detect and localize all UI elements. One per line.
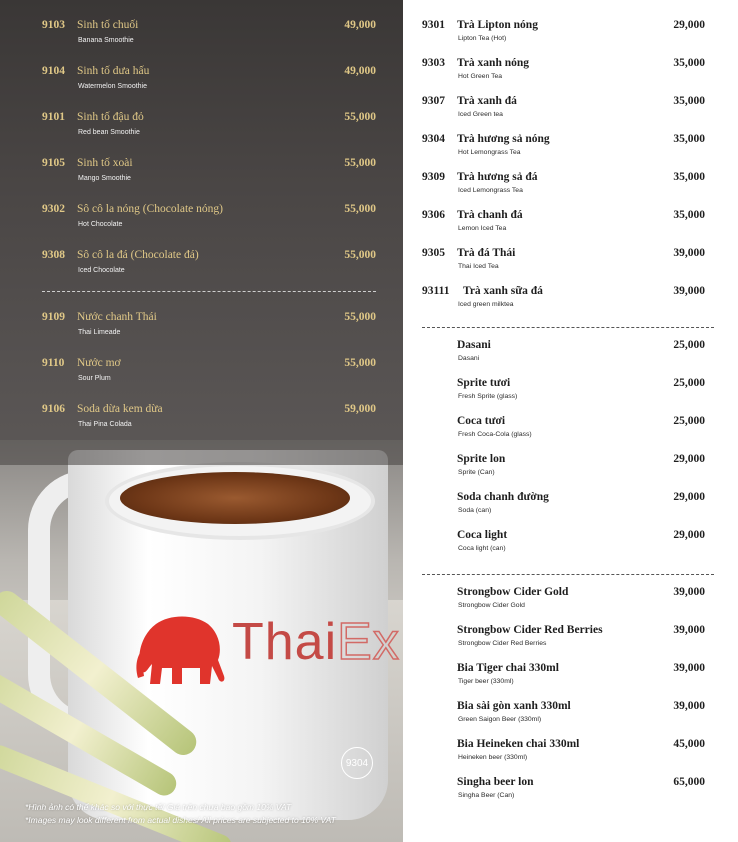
item-name: Singha beer lon	[457, 776, 534, 788]
item-price: 35,000	[673, 133, 705, 145]
item-name: Dasani	[457, 339, 491, 351]
item-name: Soda chanh đường	[457, 491, 549, 503]
item-name: Trà Lipton nóng	[457, 19, 538, 31]
item-name: Sinh tố đậu đỏ	[77, 111, 144, 123]
item-code: 9309	[422, 171, 445, 183]
item-name: Coca light	[457, 529, 508, 541]
item-price: 55,000	[344, 157, 376, 169]
item-name: Sprite tươi	[457, 377, 511, 389]
item-name: Sinh tố dưa hấu	[77, 65, 150, 77]
item-english: Watermelon Smoothie	[78, 83, 147, 90]
item-price: 55,000	[344, 111, 376, 123]
item-name: Bia Tiger chai 330ml	[457, 662, 559, 674]
disclaimer-en: *Images may look different from actual dishes/ All prices are subjected to 10% VAT	[25, 815, 336, 825]
item-english: Soda (can)	[458, 507, 492, 514]
item-price: 35,000	[673, 209, 705, 221]
photo-overlay	[0, 440, 403, 465]
item-english: Strongbow Cider Gold	[458, 602, 525, 609]
item-name: Sô cô la nóng (Chocolate nóng)	[77, 203, 223, 215]
item-price: 49,000	[344, 19, 376, 31]
item-name: Sprite lon	[457, 453, 506, 465]
item-price: 35,000	[673, 57, 705, 69]
item-price: 29,000	[673, 19, 705, 31]
section-divider	[42, 291, 376, 292]
item-english: Thai Iced Tea	[458, 263, 499, 270]
elephant-logo-icon	[132, 612, 232, 692]
item-name: Trà hương sả nóng	[457, 133, 550, 145]
item-name: Soda dừa kem dừa	[77, 403, 163, 415]
item-name: Trà xanh nóng	[457, 57, 530, 69]
mug-brand-text: ThaiEx	[232, 613, 400, 671]
item-price: 59,000	[344, 403, 376, 415]
item-name: Trà xanh đá	[457, 95, 517, 107]
item-name: Sô cô la đá (Chocolate đá)	[77, 249, 199, 261]
item-name: Nước chanh Thái	[77, 311, 157, 323]
item-price: 39,000	[673, 700, 705, 712]
item-price: 25,000	[673, 415, 705, 427]
item-price: 39,000	[673, 662, 705, 674]
item-code: 9103	[42, 19, 65, 31]
item-name: Trà đá Thái	[457, 247, 516, 259]
item-english: Hot Chocolate	[78, 221, 123, 228]
photo-item-badge: 9304	[341, 747, 373, 779]
item-english: Banana Smoothie	[78, 37, 134, 44]
item-english: Heineken beer (330ml)	[458, 754, 528, 761]
item-code: 9101	[42, 111, 65, 123]
item-english: Hot Green Tea	[458, 73, 503, 80]
item-english: Dasani	[458, 355, 480, 362]
item-name: Bia Heineken chai 330ml	[457, 738, 580, 750]
item-price: 65,000	[673, 776, 705, 788]
item-english: Green Saigon Beer (330ml)	[458, 716, 542, 723]
item-name: Sinh tố xoài	[77, 157, 133, 169]
item-code: 9109	[42, 311, 65, 323]
item-name: Trà hương sả đá	[457, 171, 538, 183]
item-code: 9308	[42, 249, 65, 261]
item-code: 9104	[42, 65, 65, 77]
item-code: 9110	[42, 357, 65, 369]
item-price: 25,000	[673, 377, 705, 389]
section-divider	[422, 327, 714, 328]
item-price: 35,000	[673, 95, 705, 107]
item-code: 9307	[422, 95, 445, 107]
item-price: 29,000	[673, 529, 705, 541]
item-english: Sour Plum	[78, 375, 111, 382]
item-english: Sprite (Can)	[458, 469, 495, 476]
item-english: Lipton Tea (Hot)	[458, 35, 507, 42]
disclaimer-vn: *Hình ảnh có thể khác so với thực tế/ Giá trên chưa bao gồm 10% VAT	[25, 802, 292, 812]
item-name: Bia sài gòn xanh 330ml	[457, 700, 571, 712]
item-name: Trà chanh đá	[457, 209, 523, 221]
item-code: 9302	[42, 203, 65, 215]
item-english: Fresh Coca-Cola (glass)	[458, 431, 532, 438]
item-code: 9305	[422, 247, 445, 259]
item-english: Red bean Smoothie	[78, 129, 140, 136]
item-english: Lemon Iced Tea	[458, 225, 507, 232]
item-english: Hot Lemongrass Tea	[458, 149, 521, 156]
item-price: 39,000	[673, 624, 705, 636]
item-price: 49,000	[344, 65, 376, 77]
item-price: 55,000	[344, 357, 376, 369]
item-code: 9303	[422, 57, 445, 69]
item-price: 55,000	[344, 203, 376, 215]
item-code: 9306	[422, 209, 445, 221]
item-english: Thai Pina Colada	[78, 421, 132, 428]
item-name: Strongbow Cider Gold	[457, 586, 569, 598]
item-price: 55,000	[344, 249, 376, 261]
item-code: 93111	[422, 285, 450, 297]
item-english: Iced Green tea	[458, 111, 503, 118]
item-code: 9106	[42, 403, 65, 415]
item-english: Tiger beer (330ml)	[458, 678, 514, 685]
item-price: 35,000	[673, 171, 705, 183]
item-price: 55,000	[344, 311, 376, 323]
item-english: Coca light (can)	[458, 545, 506, 552]
item-english: Iced green milktea	[458, 301, 514, 308]
item-code: 9301	[422, 19, 445, 31]
item-price: 39,000	[673, 285, 705, 297]
item-price: 29,000	[673, 491, 705, 503]
item-english: Iced Chocolate	[78, 267, 125, 274]
item-price: 29,000	[673, 453, 705, 465]
item-name: Sinh tố chuối	[77, 19, 139, 31]
item-name: Trà xanh sữa đá	[463, 285, 543, 297]
item-price: 39,000	[673, 247, 705, 259]
item-price: 45,000	[673, 738, 705, 750]
tea-surface	[120, 472, 350, 524]
item-english: Fresh Sprite (glass)	[458, 393, 518, 400]
item-price: 39,000	[673, 586, 705, 598]
item-english: Strongbow Cider Red Berries	[458, 640, 547, 647]
item-code: 9304	[422, 133, 445, 145]
section-divider	[422, 574, 714, 575]
item-english: Thai Limeade	[78, 329, 121, 336]
item-name: Coca tươi	[457, 415, 506, 427]
item-code: 9105	[42, 157, 65, 169]
item-name: Strongbow Cider Red Berries	[457, 624, 603, 636]
item-price: 25,000	[673, 339, 705, 351]
item-english: Mango Smoothie	[78, 175, 131, 182]
item-english: Singha Beer (Can)	[458, 792, 515, 799]
item-name: Nước mơ	[77, 357, 121, 369]
item-english: Iced Lemongrass Tea	[458, 187, 523, 194]
